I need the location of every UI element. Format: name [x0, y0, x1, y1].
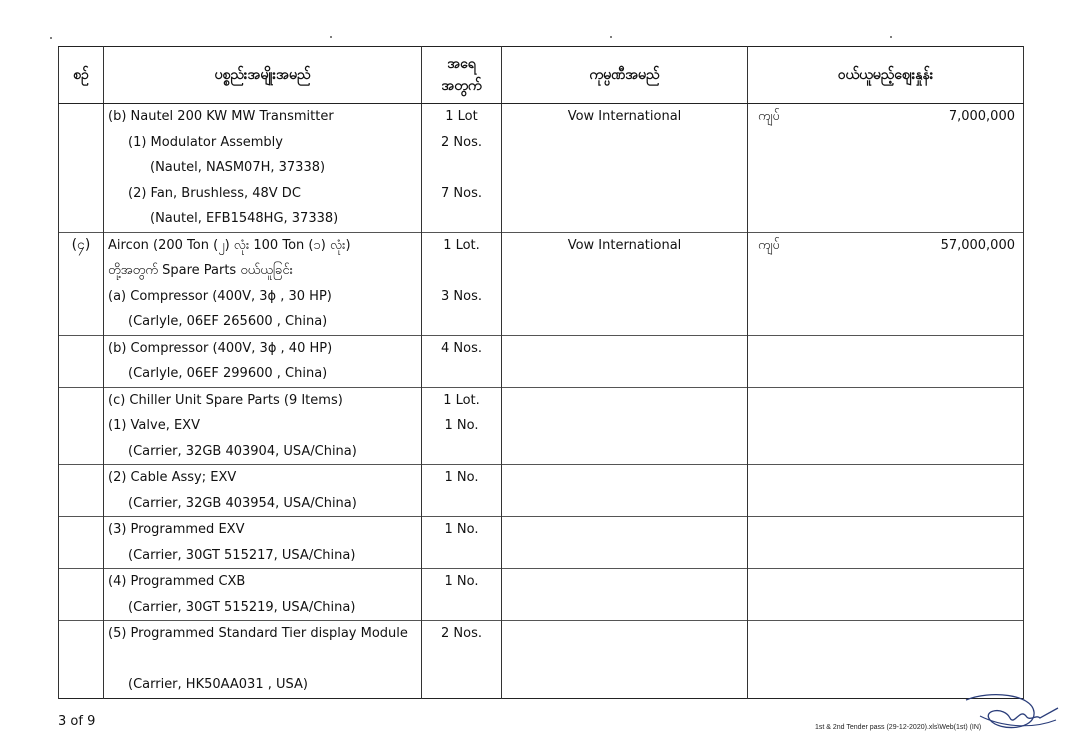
- item-description-line: (Carlyle, 06EF 299600 , China): [128, 366, 328, 381]
- serial-no-cell: [59, 335, 104, 387]
- quantity-value: [422, 309, 501, 335]
- price-line: [748, 439, 1023, 465]
- serial-no-cell: [59, 517, 104, 569]
- quantity-cell: [422, 517, 502, 569]
- price-amount: 7,000,000: [948, 109, 1015, 124]
- price-line: [748, 647, 1023, 673]
- supplier-name-cell: [502, 465, 748, 517]
- file-reference: 1st & 2nd Tender pass (29-12-2020).xls\Web(1st) (IN): [815, 724, 982, 731]
- serial-no-cell: [59, 104, 104, 233]
- quantity-value: [422, 491, 501, 517]
- price-line: [748, 361, 1023, 387]
- quantity-value: 1 No.: [444, 418, 479, 433]
- supplier-name-cell: [502, 387, 748, 465]
- supplier-value: [502, 517, 747, 543]
- table-row: [59, 232, 1024, 335]
- item-description-line: (1) Valve, EXV: [108, 418, 200, 433]
- header-quantity: [422, 47, 502, 104]
- item-description-cell: [104, 232, 422, 335]
- table-row: [59, 465, 1024, 517]
- price-line: [748, 233, 1023, 259]
- header-serial-no: စဉ်: [59, 47, 104, 104]
- price-line: [748, 309, 1023, 335]
- item-description-line: (1) Modulator Assembly: [128, 134, 283, 150]
- item-description-cell: [104, 104, 422, 233]
- item-description-line: (2) Cable Assy; EXV: [108, 470, 237, 485]
- quantity-value: [422, 439, 501, 465]
- supplier-value: [502, 595, 747, 621]
- item-description-line: (Carlyle, 06EF 265600 , China): [128, 314, 328, 329]
- serial-no: [59, 336, 103, 362]
- header-quantity-line2: အတွက်: [441, 78, 482, 94]
- supplier-value: [502, 569, 747, 595]
- price-cell: [748, 465, 1024, 517]
- item-description-line: (b) Nautel 200 KW MW Transmitter: [108, 109, 334, 124]
- supplier-name-cell: [502, 621, 748, 699]
- serial-no: [59, 569, 103, 595]
- supplier-value: [502, 181, 747, 207]
- item-description-line: (Carrier, 30GT 515219, USA/China): [128, 599, 356, 615]
- signature-mark: [960, 686, 1060, 736]
- price-line: [748, 130, 1023, 156]
- supplier-name-cell: [502, 569, 748, 621]
- quantity-value: 1 Lot: [445, 109, 478, 124]
- price-cell: [748, 387, 1024, 465]
- header-quantity-line1: အရေ: [447, 56, 476, 72]
- supplier-value: [502, 672, 747, 698]
- supplier-value: [502, 543, 747, 569]
- price-line: [748, 465, 1023, 491]
- supplier-value: [502, 361, 747, 387]
- supplier-value: [502, 465, 747, 491]
- price-line: [748, 104, 1023, 130]
- price-line: [748, 491, 1023, 517]
- supplier-value: Vow International: [567, 109, 682, 124]
- price-line: [748, 388, 1023, 414]
- price-line: [748, 284, 1023, 310]
- serial-no: (၄): [71, 236, 91, 253]
- supplier-value: [502, 413, 747, 439]
- item-description-cell: [104, 465, 422, 517]
- quantity-value: 1 Lot.: [443, 237, 480, 253]
- supplier-name-cell: [502, 517, 748, 569]
- currency-label: ကျပ်: [758, 109, 780, 124]
- scan-speck: [50, 37, 52, 39]
- quantity-value: 3 Nos.: [441, 288, 482, 304]
- supplier-value: [502, 284, 747, 310]
- item-description-cell: [104, 621, 422, 699]
- item-description-line: တို့အတွက် Spare Parts ဝယ်ယူခြင်း: [108, 263, 293, 278]
- supplier-value: [502, 155, 747, 181]
- scan-speck: [610, 36, 612, 38]
- supplier-value: [502, 258, 747, 284]
- item-description-cell: [104, 335, 422, 387]
- item-description-line: (c) Chiller Unit Spare Parts (9 Items): [108, 392, 343, 408]
- serial-no: [59, 465, 103, 491]
- quantity-value: [422, 155, 501, 181]
- supplier-value: [502, 491, 747, 517]
- page-number: 3 of 9: [58, 714, 96, 729]
- tender-table: [58, 46, 1024, 699]
- item-description-cell: [104, 569, 422, 621]
- supplier-value: [502, 206, 747, 232]
- quantity-value: [422, 672, 501, 698]
- header-supplier: ကုမ္ပဏီအမည်: [502, 47, 748, 104]
- header-item-name: ပစ္စည်းအမျိုးအမည်: [104, 47, 422, 104]
- supplier-value: Vow International: [567, 237, 682, 253]
- quantity-cell: [422, 569, 502, 621]
- quantity-value: [422, 543, 501, 569]
- serial-no-cell: [59, 621, 104, 699]
- quantity-cell: [422, 335, 502, 387]
- price-line: [748, 181, 1023, 207]
- supplier-value: [502, 647, 747, 673]
- scan-speck: [330, 36, 332, 38]
- price-amount: 57,000,000: [940, 237, 1015, 253]
- quantity-value: 1 No.: [444, 522, 479, 537]
- price-cell: [748, 517, 1024, 569]
- supplier-value: [502, 336, 747, 362]
- serial-no-cell: [59, 569, 104, 621]
- serial-no: [59, 104, 103, 130]
- item-description-line: (4) Programmed CXB: [108, 574, 246, 589]
- item-description-line: (b) Compressor (400V, 3ϕ , 40 HP): [108, 340, 333, 356]
- supplier-name-cell: [502, 232, 748, 335]
- item-description-line: (2) Fan, Brushless, 48V DC: [128, 185, 301, 201]
- supplier-value: [502, 388, 747, 414]
- quantity-cell: [422, 104, 502, 233]
- price-line: [748, 569, 1023, 595]
- quantity-cell: [422, 387, 502, 465]
- item-description-line: Aircon (200 Ton (၂) လုံး 100 Ton (၁) လုံး): [108, 237, 351, 253]
- quantity-cell: [422, 621, 502, 699]
- currency-label: ကျပ်: [758, 237, 780, 253]
- supplier-value: [502, 439, 747, 465]
- price-cell: [748, 232, 1024, 335]
- scan-speck: [890, 36, 892, 38]
- supplier-name-cell: [502, 104, 748, 233]
- item-description-line: (Carrier, 30GT 515217, USA/China): [128, 547, 356, 563]
- quantity-value: 2 Nos.: [441, 134, 482, 150]
- quantity-cell: [422, 465, 502, 517]
- quantity-value: 1 Lot.: [443, 392, 480, 408]
- table-header-row: [59, 47, 1024, 104]
- quantity-value: [422, 647, 501, 673]
- price-cell: [748, 569, 1024, 621]
- price-line: [748, 595, 1023, 621]
- item-description-line: (Carrier, 32GB 403954, USA/China): [128, 495, 357, 511]
- item-description-line: (3) Programmed EXV: [108, 522, 245, 537]
- price-line: [748, 155, 1023, 181]
- header-price: ဝယ်ယူမည့်ဈေးနှုန်း: [748, 47, 1024, 104]
- table-row: [59, 517, 1024, 569]
- serial-no: [59, 388, 103, 414]
- quantity-value: [422, 206, 501, 232]
- quantity-value: [422, 361, 501, 387]
- price-line: [748, 336, 1023, 362]
- supplier-value: [502, 130, 747, 156]
- quantity-value: 1 No.: [444, 574, 479, 589]
- item-description-line: [104, 647, 421, 673]
- serial-no-cell: [59, 387, 104, 465]
- serial-no-cell: [59, 232, 104, 335]
- price-line: [748, 258, 1023, 284]
- quantity-value: 7 Nos.: [441, 185, 482, 201]
- quantity-cell: [422, 232, 502, 335]
- supplier-value: [502, 309, 747, 335]
- price-line: [748, 517, 1023, 543]
- item-description-cell: [104, 517, 422, 569]
- table-row: [59, 621, 1024, 699]
- quantity-value: [422, 595, 501, 621]
- item-description-line: (Carrier, 32GB 403904, USA/China): [128, 443, 357, 459]
- item-description-line: (Nautel, NASM07H, 37338): [150, 160, 326, 175]
- table-row: [59, 335, 1024, 387]
- table-row: [59, 569, 1024, 621]
- supplier-name-cell: [502, 335, 748, 387]
- table-row: [59, 387, 1024, 465]
- price-cell: [748, 335, 1024, 387]
- serial-no-cell: [59, 465, 104, 517]
- serial-no: [59, 621, 103, 647]
- quantity-value: 2 Nos.: [441, 626, 482, 641]
- quantity-value: 4 Nos.: [441, 340, 482, 356]
- item-description-line: (a) Compressor (400V, 3ϕ , 30 HP): [108, 288, 332, 304]
- quantity-value: 1 No.: [444, 470, 479, 485]
- item-description-line: (Carrier, HK50AA031 , USA): [128, 677, 308, 692]
- price-line: [748, 543, 1023, 569]
- table-row: [59, 104, 1024, 233]
- supplier-value: [502, 621, 747, 647]
- quantity-value: [422, 258, 501, 284]
- item-description-cell: [104, 387, 422, 465]
- serial-no: [59, 517, 103, 543]
- price-cell: [748, 104, 1024, 233]
- item-description-line: (5) Programmed Standard Tier display Module: [108, 626, 408, 641]
- price-line: [748, 621, 1023, 647]
- price-line: [748, 413, 1023, 439]
- item-description-line: (Nautel, EFB1548HG, 37338): [150, 211, 339, 226]
- price-line: [748, 206, 1023, 232]
